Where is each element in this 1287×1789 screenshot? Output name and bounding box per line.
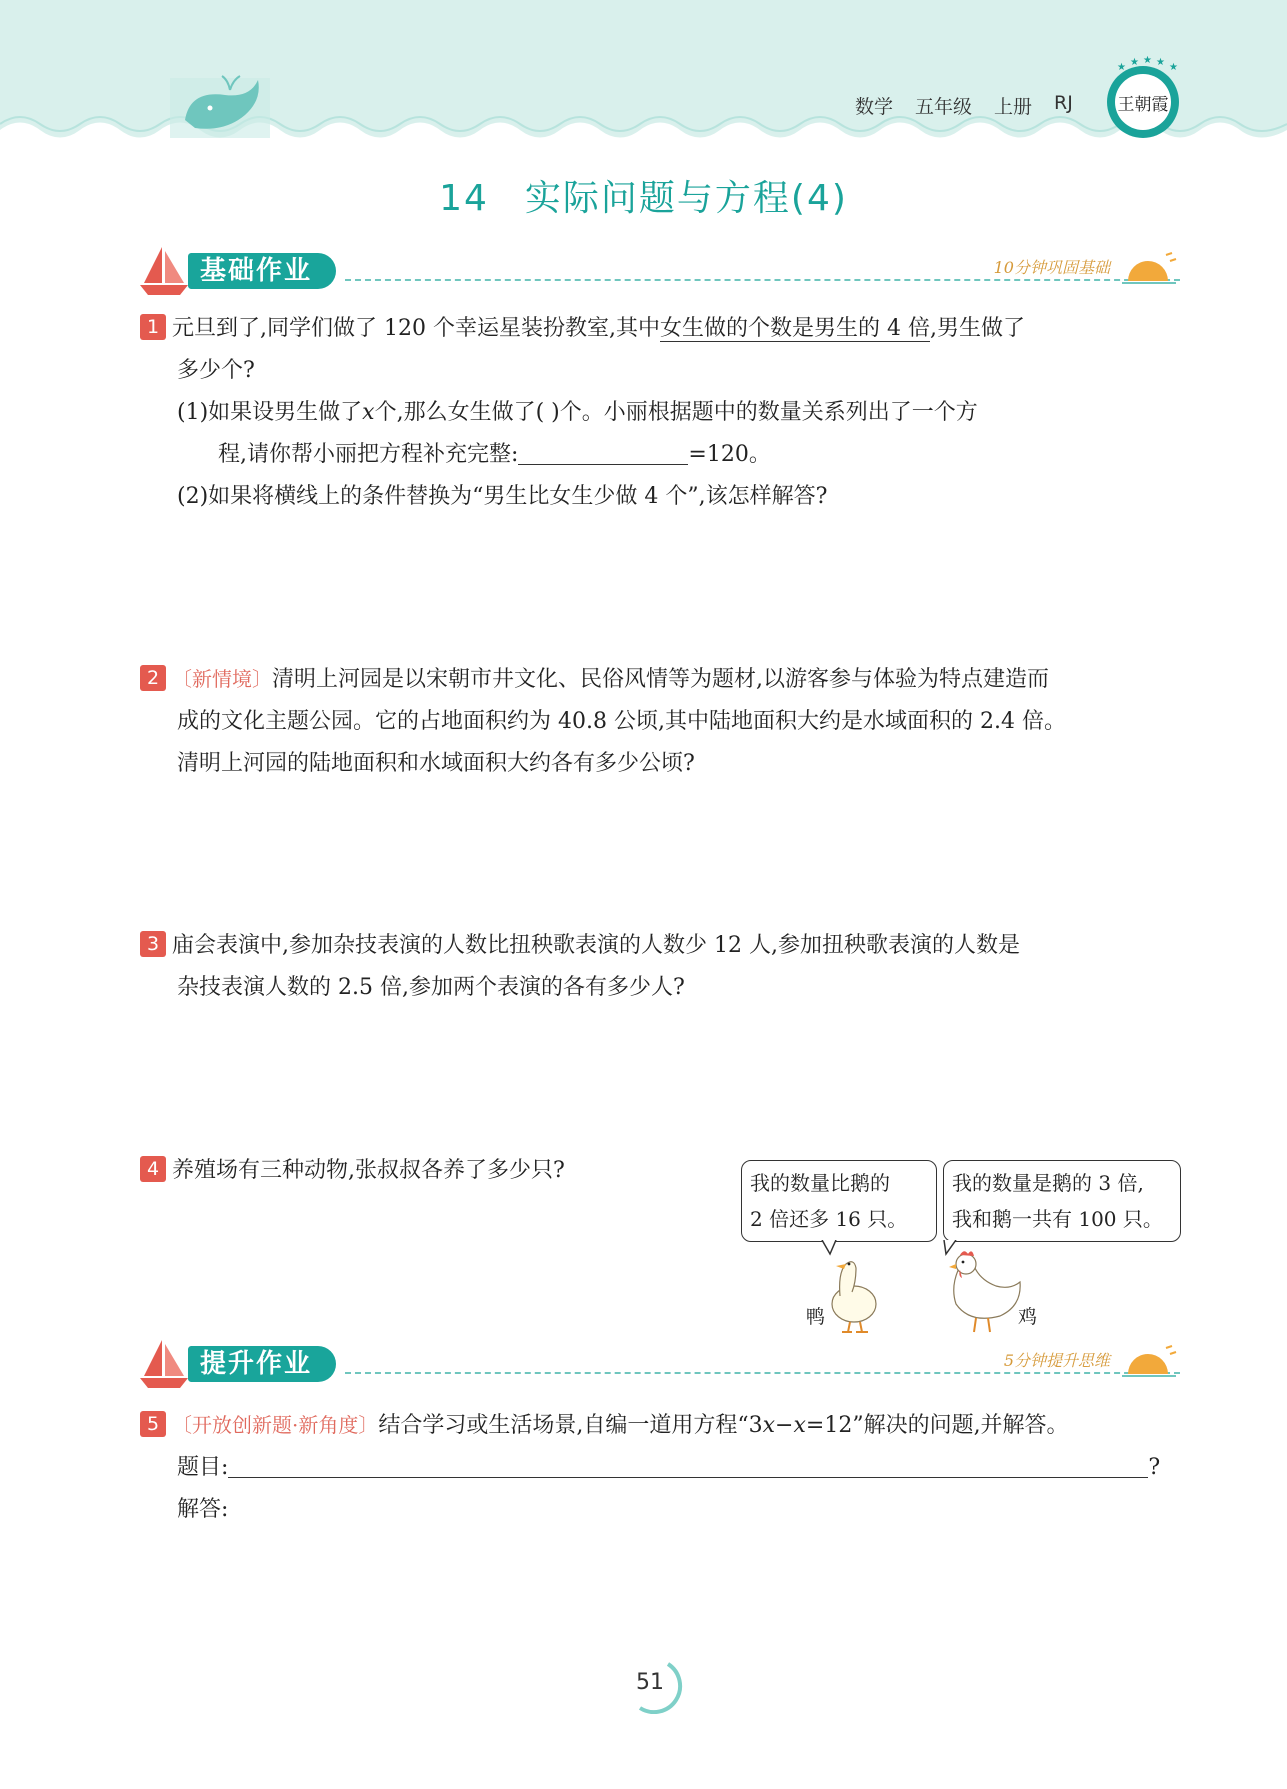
question-number-badge: 4 bbox=[140, 1156, 166, 1182]
edition-label: RJ bbox=[1054, 92, 1073, 114]
q5-tag: 〔开放创新题·新角度〕 bbox=[172, 1413, 379, 1437]
volume-label: 上册 bbox=[994, 96, 1033, 118]
question-number-badge: 3 bbox=[140, 931, 166, 957]
sailboat-icon bbox=[140, 245, 190, 297]
duck-illustration bbox=[822, 1252, 882, 1336]
whale-icon bbox=[170, 70, 270, 140]
sunrise-icon bbox=[1120, 251, 1178, 287]
q2-line3: 清明上河园的陆地面积和水域面积大约各有多少公顷? bbox=[177, 751, 695, 776]
duck-bubble-line2: 2 倍还多 16 只。 bbox=[750, 1207, 908, 1231]
q3-line1: 庙会表演中,参加杂技表演的人数比扭秧歌表演的人数少 12 人,参加扭秧歌表演的人数是 bbox=[172, 933, 1020, 958]
chicken-label: 鸡 bbox=[1018, 1306, 1038, 1328]
q1-text-end: ,男生做了 bbox=[929, 316, 1025, 341]
svg-text:★: ★ bbox=[1117, 62, 1126, 73]
q1-sub1-text: (1)如果设男生做了 bbox=[177, 400, 363, 425]
chicken-illustration bbox=[940, 1246, 1026, 1336]
duck-bubble-line1: 我的数量比鹅的 bbox=[750, 1171, 890, 1195]
q5-text-c: =12”解决的问题,并解答。 bbox=[805, 1413, 1069, 1438]
q1-underlined-condition: 女生做的个数是男生的 4 倍 bbox=[659, 316, 930, 341]
question-5 bbox=[140, 1404, 1180, 1531]
q1-sub1-text-b: 个,那么女生做了( )个。小丽根据题中的数量关系列出了一个方 bbox=[374, 400, 978, 425]
question-number-badge: 2 bbox=[140, 665, 166, 691]
q1-sub1-text-c: 程,请你帮小丽把方程补充完整: bbox=[218, 442, 519, 467]
q3-line2: 杂技表演人数的 2.5 倍,参加两个表演的各有多少人? bbox=[177, 975, 685, 1000]
variable-x: x bbox=[793, 1413, 806, 1438]
duck-speech-bubble bbox=[741, 1160, 937, 1242]
svg-text:★: ★ bbox=[1130, 57, 1139, 68]
section-divider bbox=[345, 1372, 1180, 1374]
q1-text-line2: 多少个? bbox=[177, 358, 255, 383]
section-basic-header bbox=[140, 245, 1180, 297]
question-3 bbox=[140, 925, 1180, 1009]
section-basic-note: 10分钟巩固基础 bbox=[993, 258, 1110, 277]
lesson-title bbox=[0, 170, 1287, 221]
lesson-title-text: 实际问题与方程(4) bbox=[524, 178, 848, 219]
q1-sub1-text-d: =120。 bbox=[688, 442, 771, 467]
header-meta bbox=[855, 92, 1073, 119]
lesson-number: 14 bbox=[439, 178, 489, 219]
svg-text:★: ★ bbox=[1156, 57, 1165, 68]
svg-text:★: ★ bbox=[1169, 62, 1178, 73]
q2-tag: 〔新情境〕 bbox=[172, 667, 272, 691]
question-2 bbox=[140, 658, 1180, 785]
question-number-badge: 1 bbox=[140, 314, 166, 340]
question-4 bbox=[140, 1150, 700, 1192]
topic-question-mark: ? bbox=[1148, 1455, 1161, 1480]
chicken-bubble-line2: 我和鹅一共有 100 只。 bbox=[952, 1207, 1163, 1231]
q2-line1: 清明上河园是以宋朝市井文化、民俗风情等为题材,以游客参与体验为特点建造而 bbox=[272, 667, 1049, 692]
topic-answer-line[interactable] bbox=[228, 1453, 1148, 1478]
svg-text:王朝霞: 王朝霞 bbox=[1117, 95, 1169, 115]
section-divider bbox=[345, 279, 1180, 281]
q5-text-a: 结合学习或生活场景,自编一道用方程“3 bbox=[378, 1413, 763, 1438]
sailboat-icon bbox=[140, 1338, 190, 1390]
q1-sub2-text: (2)如果将横线上的条件替换为“男生比女生少做 4 个”,该怎样解答? bbox=[177, 484, 828, 509]
subject-label: 数学 bbox=[855, 96, 894, 118]
variable-x: x bbox=[762, 1413, 776, 1438]
section-advanced-label: 提升作业 bbox=[188, 1346, 336, 1382]
section-advanced-header bbox=[140, 1338, 1180, 1390]
topic-label: 题目: bbox=[177, 1455, 229, 1480]
variable-x: x bbox=[362, 400, 375, 425]
question-number-badge: 5 bbox=[140, 1411, 166, 1437]
chicken-speech-bubble bbox=[943, 1160, 1181, 1242]
equation-blank[interactable] bbox=[518, 440, 688, 465]
chicken-bubble-line1: 我的数量是鹅的 3 倍, bbox=[952, 1171, 1144, 1195]
sunrise-icon bbox=[1120, 1344, 1178, 1380]
section-advanced-note: 5分钟提升思维 bbox=[1003, 1351, 1110, 1370]
section-basic-label: 基础作业 bbox=[188, 253, 336, 289]
brand-seal-logo bbox=[1103, 56, 1183, 146]
answer-label: 解答: bbox=[177, 1497, 229, 1522]
grade-label: 五年级 bbox=[915, 96, 973, 118]
q4-text: 养殖场有三种动物,张叔叔各养了多少只? bbox=[172, 1158, 565, 1183]
svg-text:★: ★ bbox=[1143, 56, 1152, 66]
page-number: 51 bbox=[636, 1670, 664, 1695]
question-1 bbox=[140, 308, 1180, 518]
duck-label: 鸭 bbox=[806, 1306, 826, 1328]
q5-minus: − bbox=[775, 1413, 794, 1438]
q2-line2: 成的文化主题公园。它的占地面积约为 40.8 公顷,其中陆地面积大约是水域面积的 2.4 倍。 bbox=[177, 709, 1066, 734]
q1-text: 元旦到了,同学们做了 120 个幸运星装扮教室,其中 bbox=[172, 316, 660, 341]
